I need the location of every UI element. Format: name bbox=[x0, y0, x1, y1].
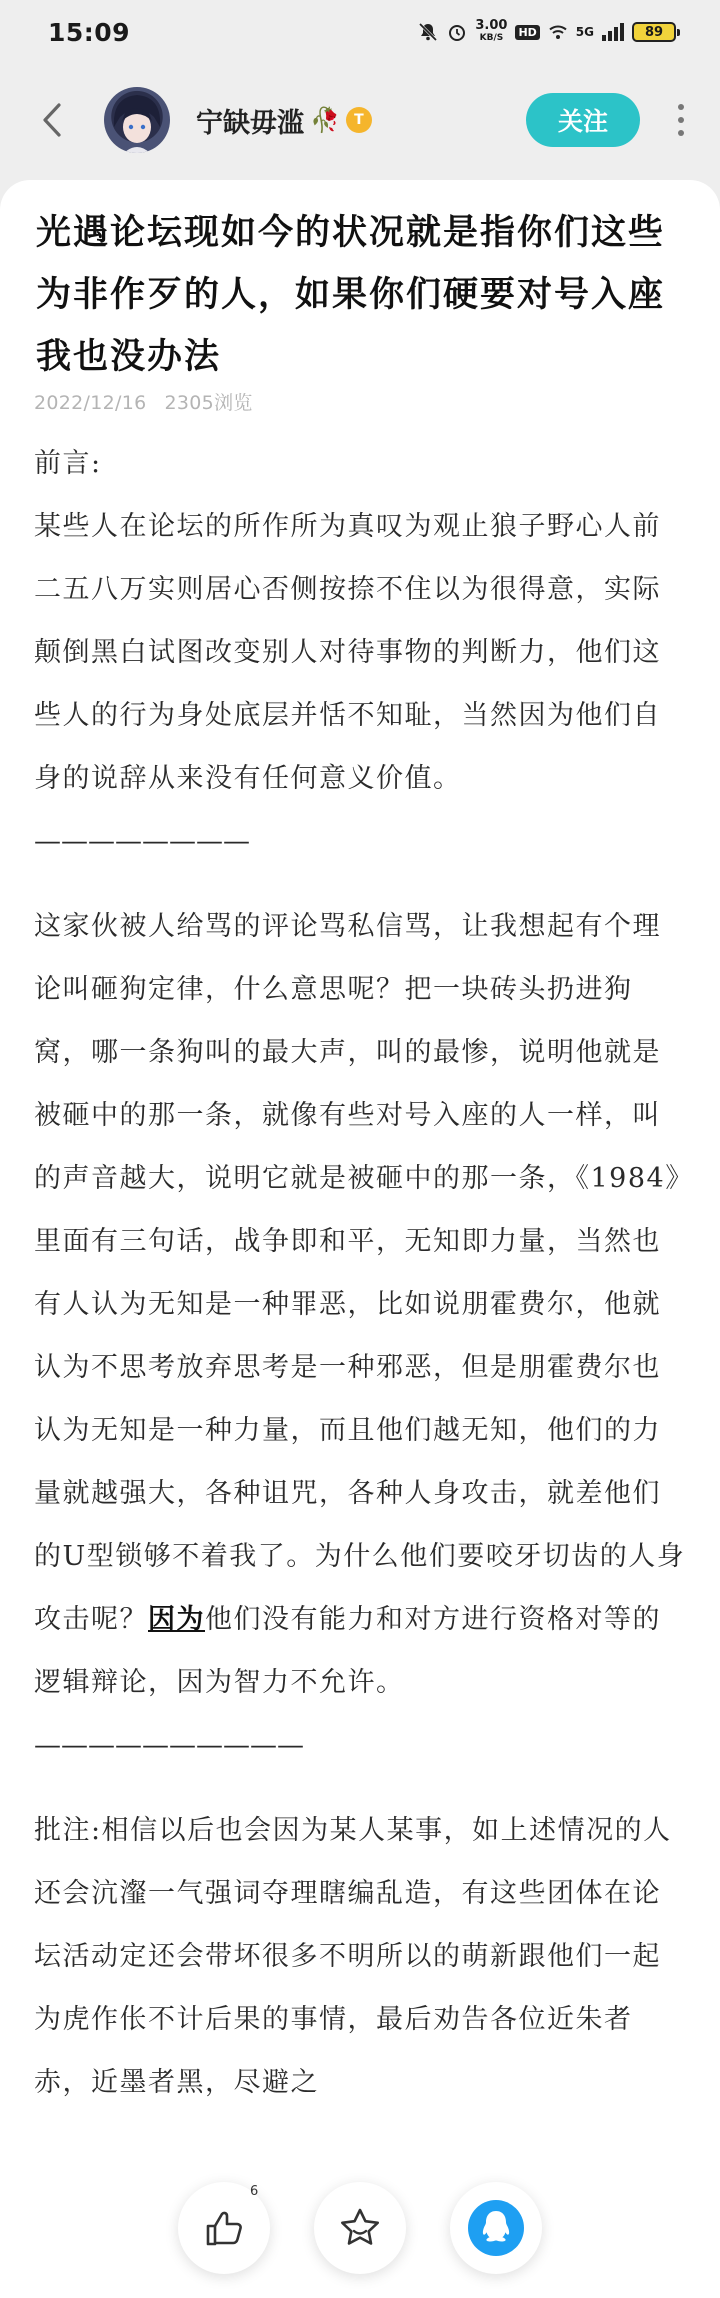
post-meta bbox=[34, 388, 253, 415]
post-date: 2022/12/16 bbox=[34, 392, 147, 414]
paragraph-1: 某些人在论坛的所作所为真叹为观止狼子野心人前二五八万实则居心否侧按捺不住以为很得意，实际颠倒黑白试图改变别人对待事物的判断力，他们这些人的行为身处底层并恬不知耻，当然因为他们自身的说辞从来没有任何意义价值。 bbox=[34, 511, 661, 794]
separator-1: ———————— bbox=[34, 826, 250, 857]
preface-label: 前言: bbox=[34, 448, 102, 479]
post-title: 光遇论坛现如今的状况就是指你们这些为非作歹的人，如果你们硬要对号入座我也没办法 bbox=[36, 212, 666, 377]
favorite-button[interactable] bbox=[314, 2182, 406, 2274]
more-button[interactable] bbox=[676, 104, 686, 136]
status-bar bbox=[0, 0, 720, 64]
level-badge: T bbox=[346, 107, 372, 133]
post-card bbox=[0, 180, 720, 2298]
action-bar bbox=[0, 2174, 720, 2284]
follow-button[interactable]: 关注 bbox=[526, 93, 640, 147]
paragraph-3: 批注:相信以后也会因为某人某事，如上述情况的人还会沆瀣一气强词夺理瞎编乱造，有这些团体在论坛活动定还会带坏很多不明所以的萌新跟他们一起为虎作伥不计后果的事情，最后劝告各位近朱者赤，近墨者黑，尽避之 bbox=[34, 1815, 672, 2098]
signal-bars-icon bbox=[602, 23, 624, 41]
share-qq-button[interactable] bbox=[450, 2182, 542, 2274]
network-speed-unit: KB/S bbox=[479, 33, 504, 43]
back-button[interactable] bbox=[34, 96, 70, 144]
post-body bbox=[34, 432, 688, 2114]
paragraph-2-text-b: 他们没有能力和对方进行资格对等的逻辑辩论，因为智力不允许。 bbox=[34, 1604, 661, 1698]
back-arrow-icon bbox=[41, 102, 63, 138]
hd-badge: HD bbox=[515, 25, 539, 40]
network-speed-value: 3.00 bbox=[475, 18, 508, 33]
signal-label: 5G bbox=[575, 25, 594, 39]
thumbs-up-icon bbox=[202, 2206, 246, 2250]
post-header bbox=[0, 64, 720, 176]
more-vertical-icon bbox=[678, 104, 684, 136]
wifi-icon bbox=[548, 23, 568, 41]
status-icons bbox=[417, 19, 676, 45]
paragraph-2-link[interactable]: 因为 bbox=[148, 1604, 205, 1635]
paragraph-2-text-a: 这家伙被人给骂的评论骂私信骂，让我想起有个理论叫砸狗定律，什么意思呢？把一块砖头扔进狗窝，哪一条狗叫的最大声，叫的最惨，说明他就是被砸中的那一条，就像有些对号入座的人一样，叫的声音越大，说明它就是被砸中的那一条，《1984》里面有三句话，战争即和平，无知即力量，当然也有人认为无知是一种罪恶，比如说朋霍费尔，他就认为不思考放弃思考是一种邪恶，但是朋霍费尔也认为无知是一种力量，而且他们越无知，他们的力量就越强大，各种诅咒，各种人身攻击，就差他们的U型锁够不着我了。为什么他们要咬牙切齿的人身攻击呢？ bbox=[34, 911, 686, 1635]
mute-bell-icon bbox=[417, 21, 439, 43]
battery-indicator: 89 bbox=[632, 22, 676, 42]
avatar-illustration bbox=[104, 87, 170, 153]
avatar[interactable] bbox=[104, 87, 170, 153]
star-icon bbox=[337, 2205, 383, 2251]
status-time: 15:09 bbox=[48, 17, 131, 47]
paragraph-2 bbox=[34, 895, 688, 1714]
like-count: 6 bbox=[250, 2184, 259, 2199]
qq-penguin-icon bbox=[467, 2199, 525, 2257]
rose-emoji: 🥀 bbox=[310, 106, 340, 134]
post-views: 2305浏览 bbox=[164, 392, 253, 414]
alarm-icon bbox=[447, 22, 467, 42]
username[interactable]: 宁缺毋滥 bbox=[196, 107, 304, 139]
network-speed bbox=[475, 19, 507, 45]
separator-2: —————————— bbox=[34, 1730, 304, 1761]
